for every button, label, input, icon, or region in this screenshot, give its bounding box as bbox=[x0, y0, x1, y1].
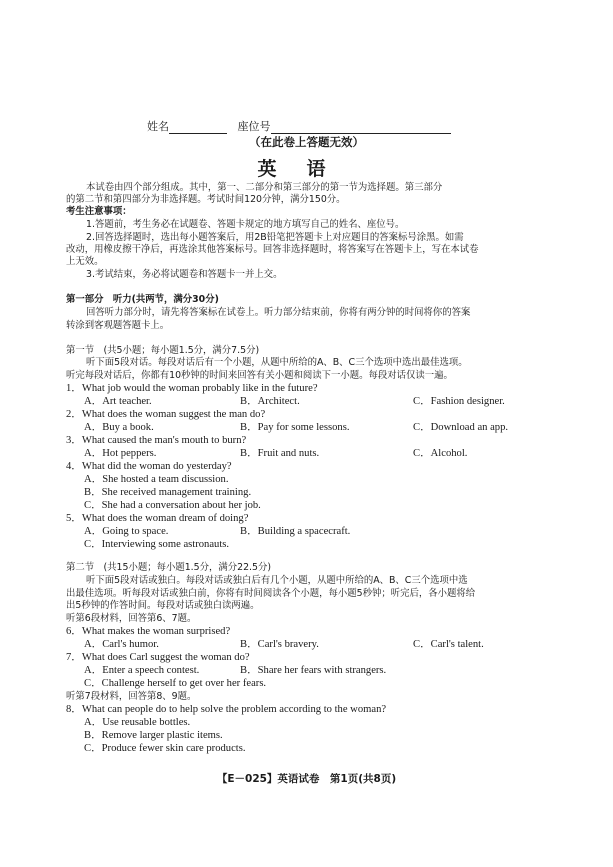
option-b: B．Carl's bravery. bbox=[240, 639, 319, 650]
invalid-answer-notice: （在此卷上答题无效） bbox=[249, 135, 364, 149]
option-b: B．She received management training. bbox=[84, 487, 252, 498]
note-line: 1.答题前，考生务必在试题卷、答题卡规定的地方填写自己的姓名、座位号。 bbox=[86, 219, 405, 230]
section2-desc: 出5秒钟的作答时间。每段对话或独白读两遍。 bbox=[66, 600, 260, 611]
option-b: B．Remove larger plastic items. bbox=[84, 730, 223, 741]
option-a: A．Going to space. bbox=[84, 526, 169, 537]
part1-desc: 转涂到客观题答题卡上。 bbox=[66, 320, 170, 331]
intro-line: 本试卷由四个部分组成。其中，第一、二部分和第三部分的第一节为选择题。第三部分 bbox=[86, 182, 443, 193]
option-b: B．Pay for some lessons. bbox=[240, 422, 350, 433]
part1-desc: 回答听力部分时，请先将答案标在试卷上。听力部分结束前，你将有两分钟的时间将你的答案 bbox=[86, 307, 471, 318]
question-stem: 4．What did the woman do yesterday? bbox=[66, 461, 232, 472]
note-line: 3.考试结束，务必将试题卷和答题卡一并上交。 bbox=[86, 269, 283, 280]
section1-desc: 听完每段对话后，你都有10秒钟的时间来回答有关小题和阅读下一小题。每段对话仅读一遍。 bbox=[66, 370, 453, 381]
part1-title: 第一部分 听力(共两节，满分30分) bbox=[66, 294, 219, 305]
question-stem: 2．What does the woman suggest the man do? bbox=[66, 409, 266, 420]
section2-desc: 听下面5段对话或独白。每段对话或独白后有几个小题，从题中所给的A、B、C三个选项中选 bbox=[86, 575, 468, 586]
seat-blank bbox=[271, 122, 451, 134]
page-footer: 【E－025】英语试卷 第1页(共8页) bbox=[216, 773, 397, 785]
option-c: C．She had a conversation about her job. bbox=[84, 500, 261, 511]
option-b: B．Architect. bbox=[240, 396, 300, 407]
name-blank bbox=[169, 122, 227, 134]
option-b: B．Building a spacecraft. bbox=[240, 526, 351, 537]
option-a: A．Buy a book. bbox=[84, 422, 154, 433]
option-c: C．Carl's talent. bbox=[413, 639, 484, 650]
audio-instruction: 听第6段材料，回答第6、7题。 bbox=[66, 613, 197, 624]
intro-line: 的第二节和第四部分为非选择题。考试时间120分钟，满分150分。 bbox=[66, 194, 346, 205]
note-line: 上无效。 bbox=[66, 256, 104, 267]
option-b: B．Fruit and nuts. bbox=[240, 448, 320, 459]
note-line: 2.回答选择题时，选出每小题答案后，用2B铅笔把答题卡上对应题目的答案标号涂黑。如需 bbox=[86, 232, 464, 243]
notes-title: 考生注意事项： bbox=[66, 206, 132, 217]
question-stem: 6．What makes the woman surprised? bbox=[66, 626, 231, 637]
candidate-info-line bbox=[147, 118, 451, 134]
name-label: 姓名 bbox=[147, 120, 169, 133]
question-stem: 5．What does the woman dream of doing? bbox=[66, 513, 249, 524]
option-a: A．Enter a speech contest. bbox=[84, 665, 200, 676]
subject-title: 英语 bbox=[257, 158, 356, 180]
question-stem: 7．What does Carl suggest the woman do? bbox=[66, 652, 250, 663]
section2-title: 第二节 (共15小题；每小题1.5分，满分22.5分) bbox=[66, 562, 272, 573]
option-a: A．She hosted a team discussion. bbox=[84, 474, 229, 485]
option-a: A．Use reusable bottles. bbox=[84, 717, 191, 728]
audio-instruction: 听第7段材料，回答第8、9题。 bbox=[66, 691, 197, 702]
option-a: A．Carl's humor. bbox=[84, 639, 159, 650]
option-c: C．Fashion designer. bbox=[413, 396, 505, 407]
section1-title: 第一节 (共5小题；每小题1.5分，满分7.5分) bbox=[66, 345, 260, 356]
question-stem: 1．What job would the woman probably like in the future? bbox=[66, 383, 318, 394]
section1-desc: 听下面5段对话。每段对话后有一个小题，从题中所给的A、B、C三个选项中选出最佳选项。 bbox=[86, 357, 468, 368]
option-a: A．Art teacher. bbox=[84, 396, 152, 407]
option-c: C．Interviewing some astronauts. bbox=[84, 539, 230, 550]
question-stem: 3．What caused the man's mouth to burn? bbox=[66, 435, 247, 446]
note-line: 改动，用橡皮擦干净后，再选涂其他答案标号。回答非选择题时，将答案写在答题卡上，写在本试卷 bbox=[66, 244, 479, 255]
question-stem: 8．What can people do to help solve the problem according to the woman? bbox=[66, 704, 387, 715]
option-a: A．Hot peppers. bbox=[84, 448, 157, 459]
section2-desc: 出最佳选项。听每段对话或独白前，你将有时间阅读各个小题，每小题5秒钟；听完后，各小题将给 bbox=[66, 588, 476, 599]
option-c: C．Alcohol. bbox=[413, 448, 468, 459]
option-c: C．Download an app. bbox=[413, 422, 509, 433]
seat-label: 座位号 bbox=[237, 120, 271, 133]
option-c: C．Produce fewer skin care products. bbox=[84, 743, 246, 754]
option-c: C．Challenge herself to get over her fears. bbox=[84, 678, 267, 689]
option-b: B．Share her fears with strangers. bbox=[240, 665, 387, 676]
